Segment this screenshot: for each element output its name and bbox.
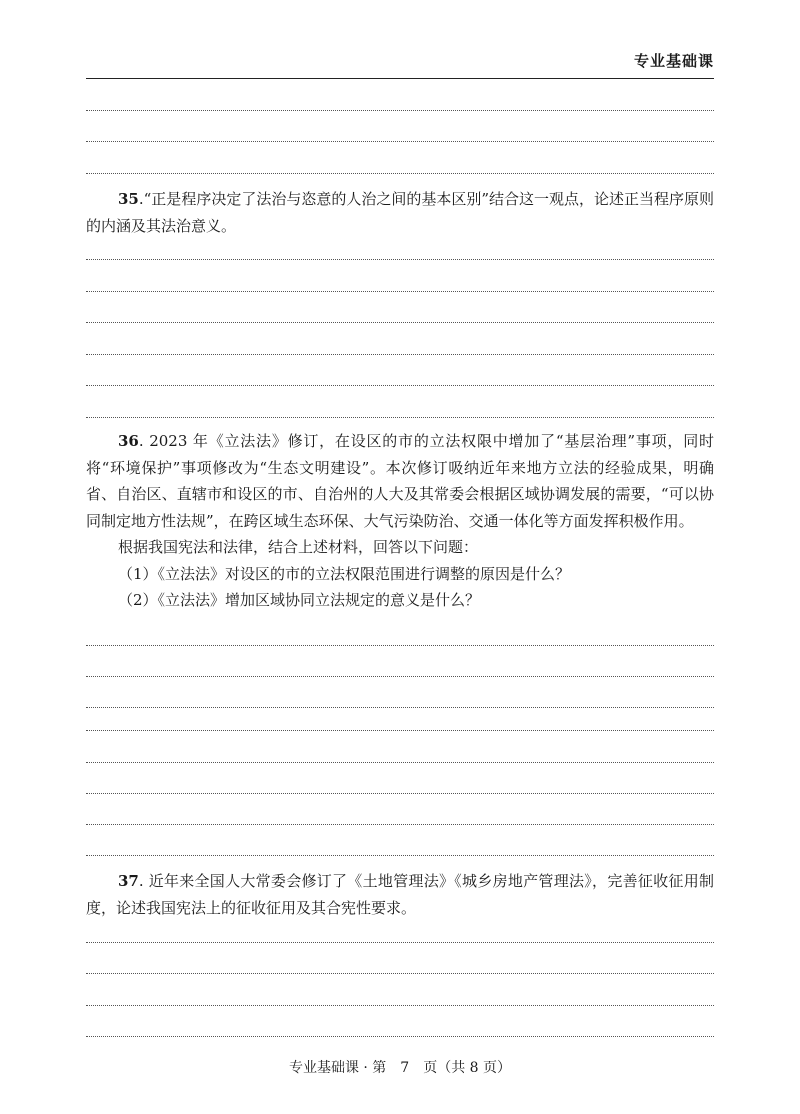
question-number: 36 xyxy=(118,432,139,450)
question-text: . 2023 年《立法法》修订，在设区的市的立法权限中增加了“基层治理”事项，同时将“环境保护”事项修改为“生态文明建设”。本次修订吸纳近年来地方立法的经验成果，明确省、自治区、直辖市和设区的市、自治州的人大及其常委会根据区域协调发展的需要，“可以协同制定地方性法规”，在跨区域生态环保、大气污染防治、交通一体化等方面发挥积极作用。 xyxy=(86,432,714,530)
answer-line xyxy=(86,824,714,825)
answer-line xyxy=(86,942,714,943)
answer-line xyxy=(86,676,714,677)
answer-line xyxy=(86,417,714,418)
question-number: 35 xyxy=(118,190,139,208)
answer-line xyxy=(86,291,714,292)
answer-line xyxy=(86,762,714,763)
answer-line xyxy=(86,973,714,974)
question-35 xyxy=(86,186,714,239)
answer-line xyxy=(86,141,714,142)
sub-question-2: （2）《立法法》增加区域协同立法规定的意义是什么？ xyxy=(118,591,481,609)
answer-line xyxy=(86,259,714,260)
answer-line xyxy=(86,793,714,794)
header-rule xyxy=(86,78,714,79)
question-prompt: 根据我国宪法和法律，结合上述材料，回答以下问题： xyxy=(118,538,479,556)
answer-line xyxy=(86,385,714,386)
answer-line xyxy=(86,173,714,174)
question-number: 37 xyxy=(118,872,139,890)
answer-line xyxy=(86,730,714,731)
question-36 xyxy=(86,428,714,614)
question-text: .“正是程序决定了法治与恣意的人治之间的基本区别”结合这一观点，论述正当程序原则的内涵及其法治意义。 xyxy=(86,190,714,235)
page-footer: 专业基础课 · 第 7 页（共 8 页） xyxy=(288,1060,512,1076)
question-text: . 近年来全国人大常委会修订了《土地管理法》《城乡房地产管理法》，完善征收征用制度，论述我国宪法上的征收征用及其合宪性要求。 xyxy=(86,872,714,917)
question-37 xyxy=(86,868,714,921)
sub-question-1: （1）《立法法》对设区的市的立法权限范围进行调整的原因是什么？ xyxy=(118,564,571,583)
answer-line xyxy=(86,645,714,646)
answer-line xyxy=(86,354,714,355)
answer-line xyxy=(86,1005,714,1006)
header-title: 专业基础课 xyxy=(633,52,714,70)
answer-line xyxy=(86,855,714,856)
answer-line xyxy=(86,1036,714,1037)
answer-line xyxy=(86,322,714,323)
answer-line xyxy=(86,707,714,708)
answer-line xyxy=(86,110,714,111)
